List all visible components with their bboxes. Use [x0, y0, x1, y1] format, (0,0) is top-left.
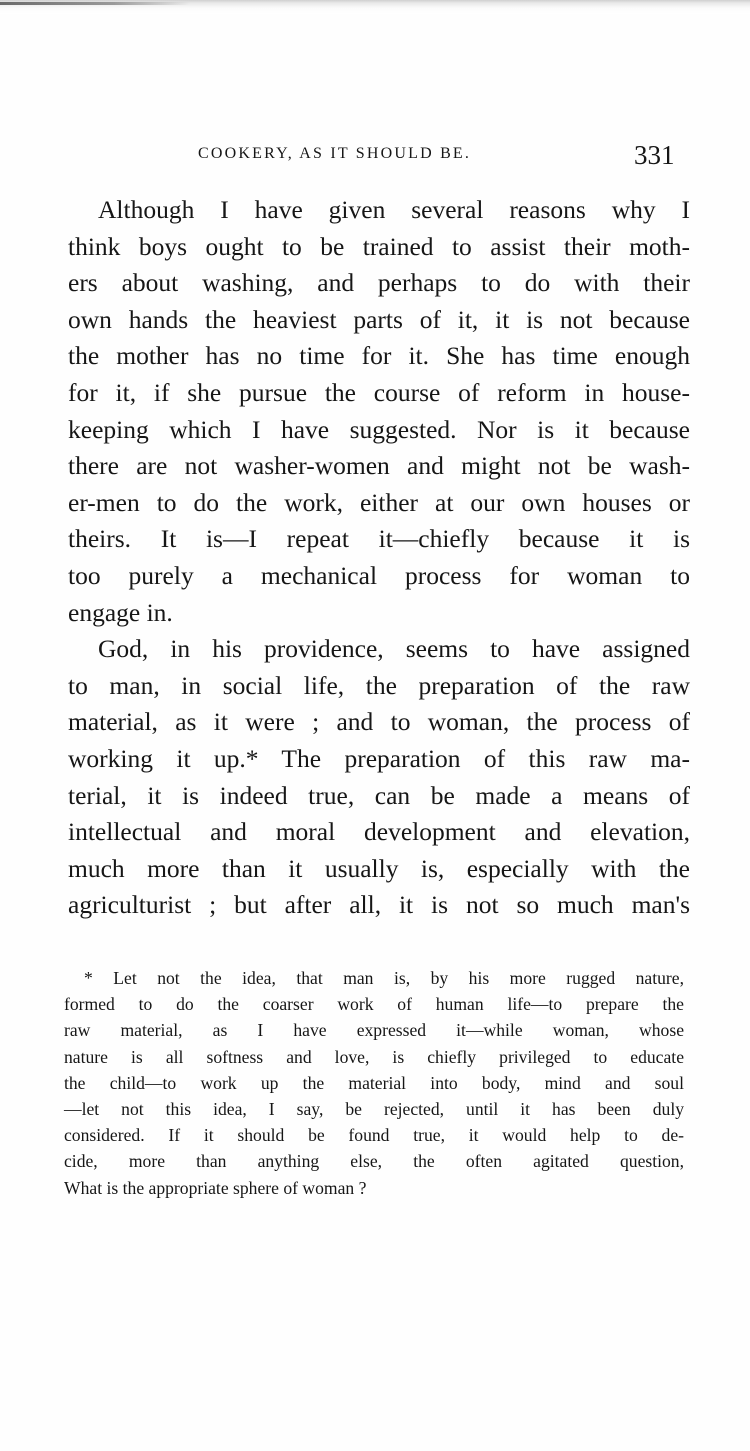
body-line: material, as it were ; and to woman, the process of — [68, 707, 690, 737]
body-line: theirs. It is—I repeat it—chiefly because it is — [68, 524, 690, 554]
footnote-line: cide, more than anything else, the often agitated question, — [64, 1151, 684, 1172]
footnote — [64, 965, 684, 1201]
body-line: there are not washer-women and might not be wash- — [68, 451, 690, 481]
body-line: too purely a mechanical process for woman to — [68, 560, 690, 590]
body-line: Although I have given several reasons why I — [98, 195, 690, 224]
body-line: terial, it is indeed true, can be made a means of — [68, 780, 690, 810]
footnote-line: nature is all softness and love, is chiefly privileged to educate — [64, 1046, 684, 1067]
body-line: ers about washing, and perhaps to do with their — [68, 268, 690, 298]
running-head-title: COOKERY, AS IT SHOULD BE. — [198, 145, 472, 162]
body-line: to man, in social life, the preparation of the raw — [68, 670, 690, 700]
footnote-line: the child—to work up the material into body, mind and soul — [64, 1072, 684, 1093]
footnote-line: formed to do the coarser work of human life—to prepare the — [64, 994, 684, 1015]
body-line: er-men to do the work, either at our own houses or — [68, 487, 690, 517]
body-line: engage in. — [68, 597, 173, 627]
body-line: own hands the heaviest parts of it, it is not because — [68, 304, 690, 334]
page-number: 331 — [634, 140, 675, 170]
footnote-line: raw material, as I have expressed it—while woman, whose — [64, 1020, 684, 1041]
body-line: intellectual and moral development and elevation, — [68, 817, 690, 847]
body-line: the mother has no time for it. She has time enough — [68, 341, 690, 371]
page-top-edge — [0, 0, 750, 14]
body-line: think boys ought to be trained to assist their moth- — [68, 231, 690, 261]
footnote-line: —let not this idea, I say, be rejected, until it has been duly — [64, 1098, 684, 1119]
body-line: God, in his providence, seems to have assigned — [98, 634, 690, 664]
footnote-line: * Let not the idea, that man is, by his more rugged nature, — [84, 968, 684, 988]
body-text — [68, 192, 690, 924]
body-line: for it, if she pursue the course of reform in house- — [68, 377, 690, 407]
footnote-line: What is the appropriate sphere of woman ? — [64, 1177, 367, 1198]
running-head — [0, 140, 750, 170]
footnote-line: considered. If it should be found true, it would help to de- — [64, 1125, 684, 1146]
body-line: working it up.* The preparation of this raw ma- — [68, 743, 690, 773]
body-line: keeping which I have suggested. Nor is it because — [68, 414, 690, 444]
body-line: agriculturist ; but after all, it is not so much man's — [68, 890, 690, 920]
body-line: much more than it usually is, especially with the — [68, 853, 690, 883]
